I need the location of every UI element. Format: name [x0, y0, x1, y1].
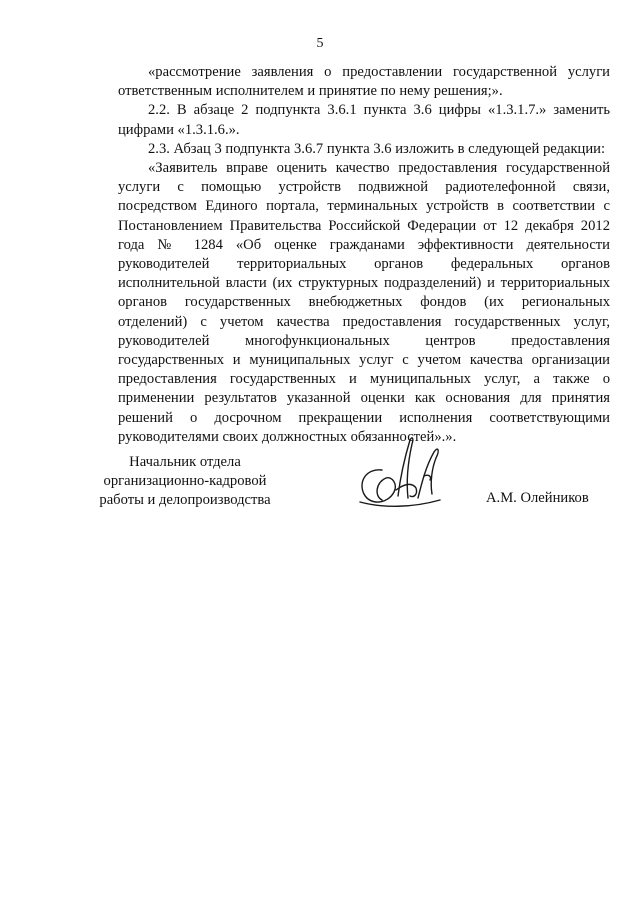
- paragraph-1: «рассмотрение заявления о предоставлении государственной услуги ответственным исполнителем и принятие по нему решения;».: [118, 64, 610, 100]
- page-number: 5: [316, 36, 324, 51]
- signatory-position-line-1: Начальник отдела: [129, 454, 241, 470]
- signatory-name: А.М. Олейников: [486, 490, 589, 506]
- handwritten-signature-icon: [352, 432, 447, 512]
- paragraph-3: 2.3. Абзац 3 подпункта 3.6.7 пункта 3.6 изложить в следующей редакции:: [148, 140, 606, 157]
- signatory-position: [80, 453, 290, 510]
- document-body: [118, 63, 610, 447]
- signatory-position-line-2: организационно-кадровой: [103, 473, 267, 489]
- paragraph-4: «Заявитель вправе оценить качество предоставления государственной услуги с помощью устройств подвижной радиотелефонной связи, посредством Единого портала, терминальных устройств в соответствии с Постановлением Правительства Российской Федерации от 12 декабря 2012 года № 1284 «Об оценке гражданами эффективности деятельности руководителей территориальных органов федеральных органов исполнительной власти (их структурных подразделений) и территориальных органов государственных внебюджетных фондов (их региональных отделений) с учетом качества предоставления государственных услуг, руководителей многофункциональных центров предоставления государственных и муниципальных услуг с учетом качества организации предоставления государственных и муниципальных услуг, а также о применении результатов указанной оценки как основания для принятия решений о досрочном прекращении исполнения соответствующими руководителями своих должностных обязанностей».».: [118, 160, 610, 445]
- paragraph-2: 2.2. В абзаце 2 подпункта 3.6.1 пункта 3.6 цифры «1.3.1.7.» заменить цифрами «1.3.1.6.».: [118, 102, 610, 138]
- signatory-position-line-3: работы и делопроизводства: [99, 492, 271, 508]
